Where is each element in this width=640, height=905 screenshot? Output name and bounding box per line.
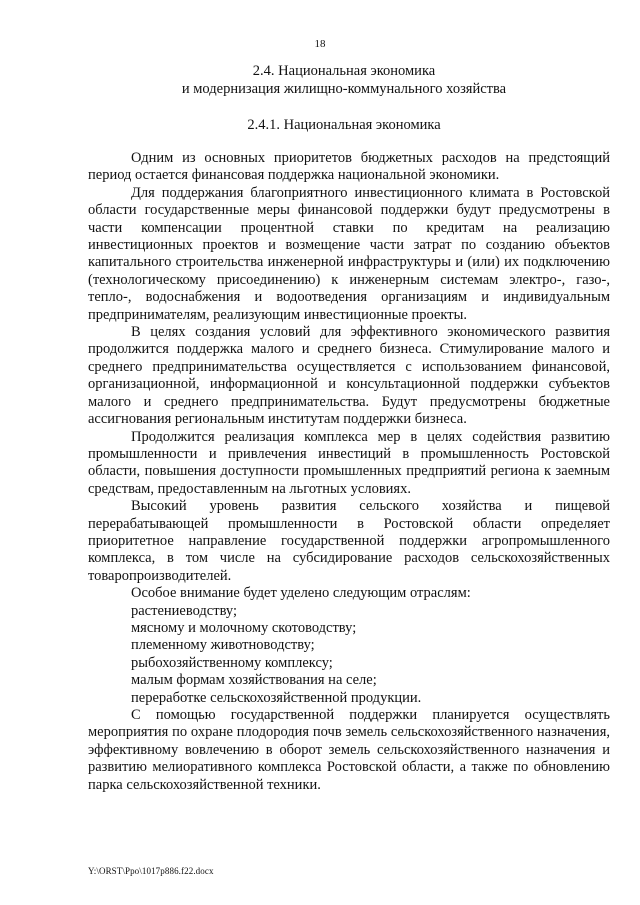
paragraph: Для поддержания благоприятного инвестиционного климата в Ростовской области государственные меры финансовой поддержки будут предусмотрены в части компенсации процентной ставки по кредитам на реализацию инвестиционных проектов и возмещение части затрат по созданию объектов капитального строительства инженерной инфраструктуры и (или) их подключению (технологическому присоединению) к инженерным системам электро-, газо-, тепло-, водоснабжения и водоотведения организациям и индивидуальным предпринимателям, реализующим инвестиционные проекты. <box>88 184 610 323</box>
paragraph: Высокий уровень развития сельского хозяйства и пищевой перерабатывающей промышленности в Ростовской области определяет приоритетное направление государственной поддержки агропромышленного комплекса, в том числе на субсидирование расходов сельскохозяйственных товаропроизводителей. <box>88 498 610 584</box>
paragraph: Одним из основных приоритетов бюджетных расходов на предстоящий период остается финансовая поддержка национальной экономики. <box>88 150 610 184</box>
list-item: малым формам хозяйствования на селе; <box>131 672 377 689</box>
list-item: переработке сельскохозяйственной продукции. <box>131 689 422 706</box>
section-heading-line-1: 2.4. Национальная экономика <box>252 63 436 79</box>
list-item: племенному животноводству; <box>131 637 315 654</box>
sector-list <box>88 603 610 707</box>
file-path-footer: Y:\ORST\Ppo\1017p886.f22.docx <box>88 866 214 876</box>
page-number: 18 <box>314 38 326 50</box>
section-heading-line-2: и модернизация жилищно-коммунального хозяйства <box>181 81 507 97</box>
document-body <box>88 150 610 794</box>
subsection-heading: 2.4.1. Национальная экономика <box>247 117 441 133</box>
paragraph: Продолжится реализация комплекса мер в целях содействия развитию промышленности и привлечения инвестиций в промышленность Ростовской области, повышения доступности промышленных предприятий региона к заемным средствам, предоставленным на льготных условиях. <box>88 428 610 497</box>
paragraph: Особое внимание будет уделено следующим отраслям: <box>131 585 471 602</box>
paragraph: В целях создания условий для эффективного экономического развития продолжится поддержка малого и среднего бизнеса. Стимулирование малого и среднего предпринимательства осуществляется с использованием финансовой, организационной, информационной и консультационной поддержки субъектов малого и среднего предпринимательства. Будут предусмотрены бюджетные ассигнования региональным институтам поддержки бизнеса. <box>88 324 610 428</box>
section-heading <box>80 62 608 98</box>
paragraph: С помощью государственной поддержки планируется осуществлять мероприятия по охране плодородия почв земель сельскохозяйственного назначения, эффективному вовлечению в оборот земель сельскохозяйственного назначения и развитию мелиоративного комплекса Ростовской области, а также по обновлению парка сельскохозяйственной техники. <box>88 707 610 793</box>
list-item: растениеводству; <box>131 602 238 619</box>
list-item: мясному и молочному скотоводству; <box>131 619 357 636</box>
list-item: рыбохозяйственному комплексу; <box>131 654 333 671</box>
